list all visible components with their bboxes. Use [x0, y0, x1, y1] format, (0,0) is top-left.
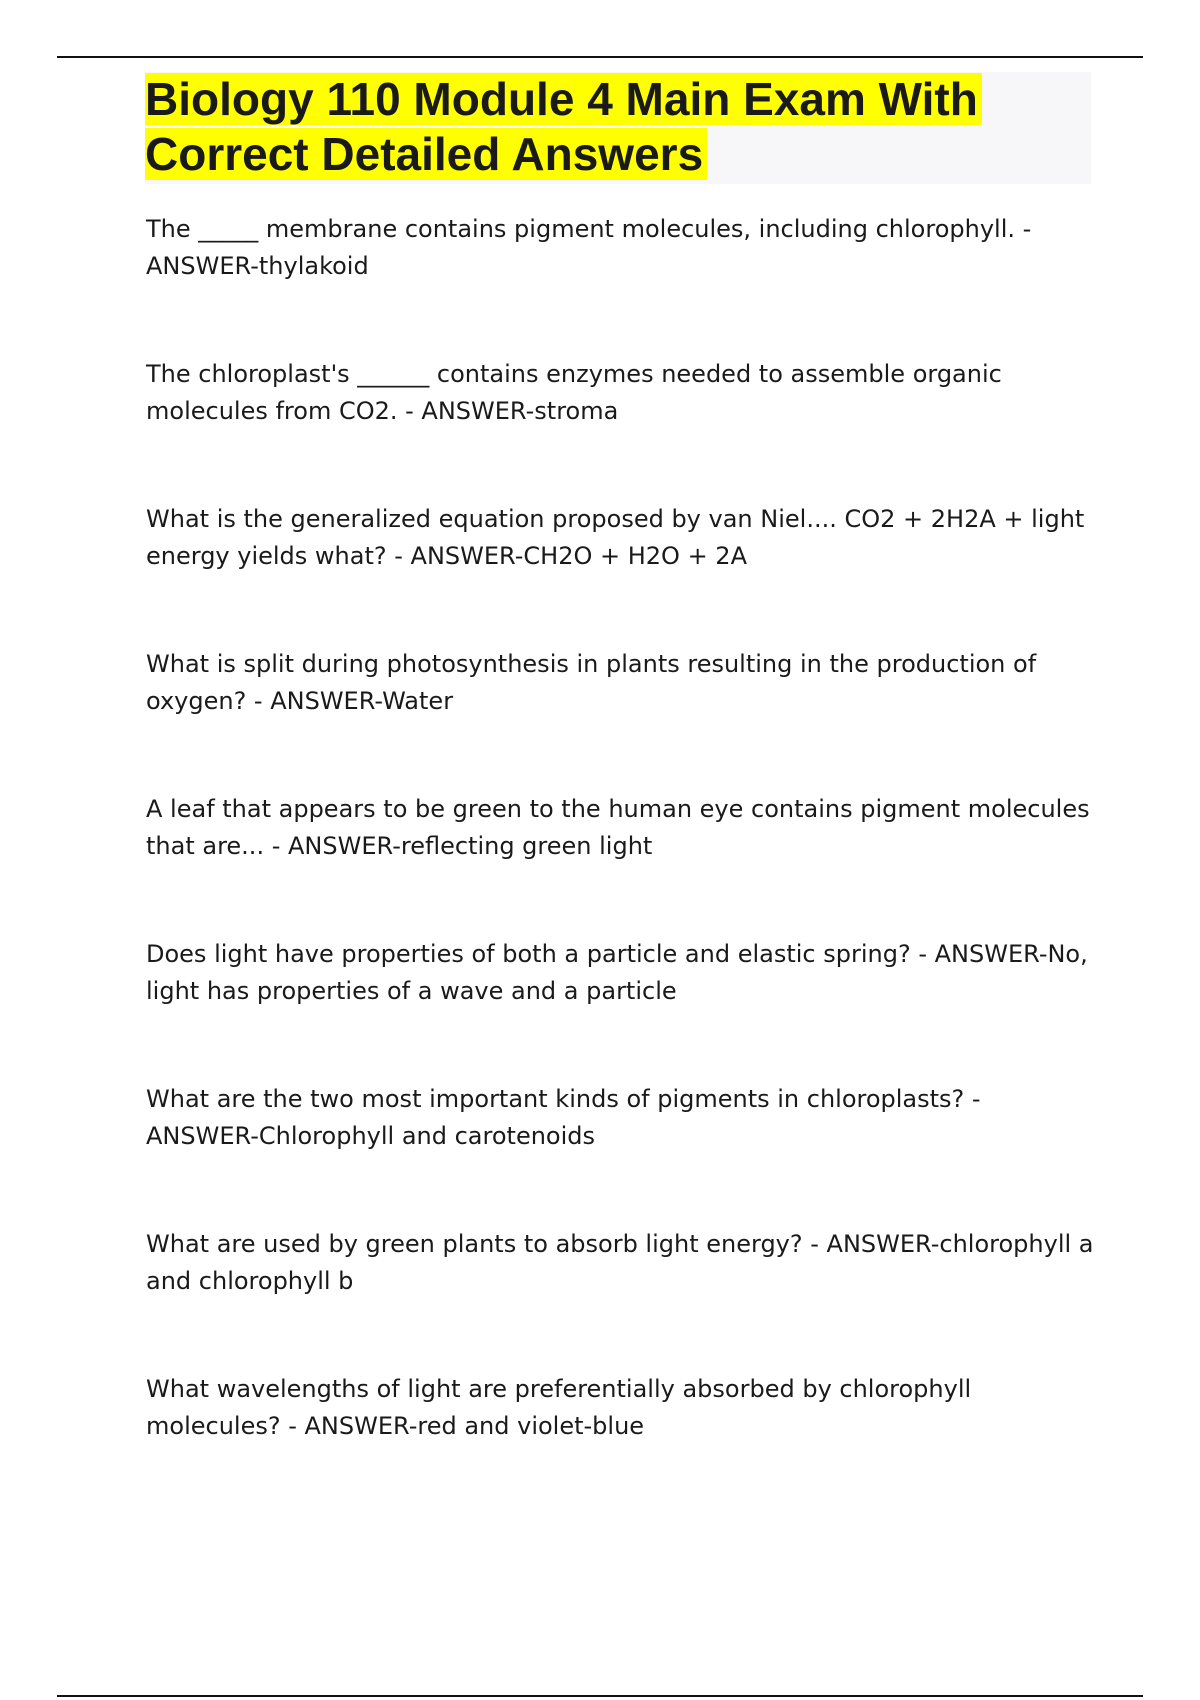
qa-item-9: What wavelengths of light are preferentially absorbed by chlorophyll molecules? - ANSWER-red and violet-blue [146, 1375, 972, 1440]
title-line-2: Correct Detailed Answers [145, 128, 707, 180]
document-title [145, 72, 1091, 182]
qa-item-7: What are the two most important kinds of pigments in chloroplasts? - ANSWER-Chlorophyll and carotenoids [146, 1085, 981, 1150]
qa-item-2: The chloroplast's ______ contains enzymes needed to assemble organic molecules from CO2. - ANSWER-stroma [146, 360, 1002, 425]
title-line-1: Biology 110 Module 4 Main Exam With [145, 73, 982, 125]
header-rule [57, 56, 1143, 58]
qa-item-8: What are used by green plants to absorb light energy? - ANSWER-chlorophyll a and chlorophyll b [146, 1230, 1094, 1295]
qa-item-6: Does light have properties of both a particle and elastic spring? - ANSWER-No, light has properties of a wave and a particle [146, 940, 1088, 1005]
footer-rule [57, 1695, 1143, 1697]
qa-item-4: What is split during photosynthesis in plants resulting in the production of oxygen? - ANSWER-Water [146, 650, 1037, 715]
qa-item-5: A leaf that appears to be green to the human eye contains pigment molecules that are... - ANSWER-reflecting green light [146, 795, 1090, 860]
title-block [145, 72, 1091, 184]
qa-item-3: What is the generalized equation proposed by van Niel.... CO2 + 2H2A + light energy yields what? - ANSWER-CH2O + H2O + 2A [146, 505, 1085, 570]
qa-item-1: The _____ membrane contains pigment molecules, including chlorophyll. - ANSWER-thylakoid [146, 215, 1032, 280]
qa-list [146, 211, 1096, 1516]
